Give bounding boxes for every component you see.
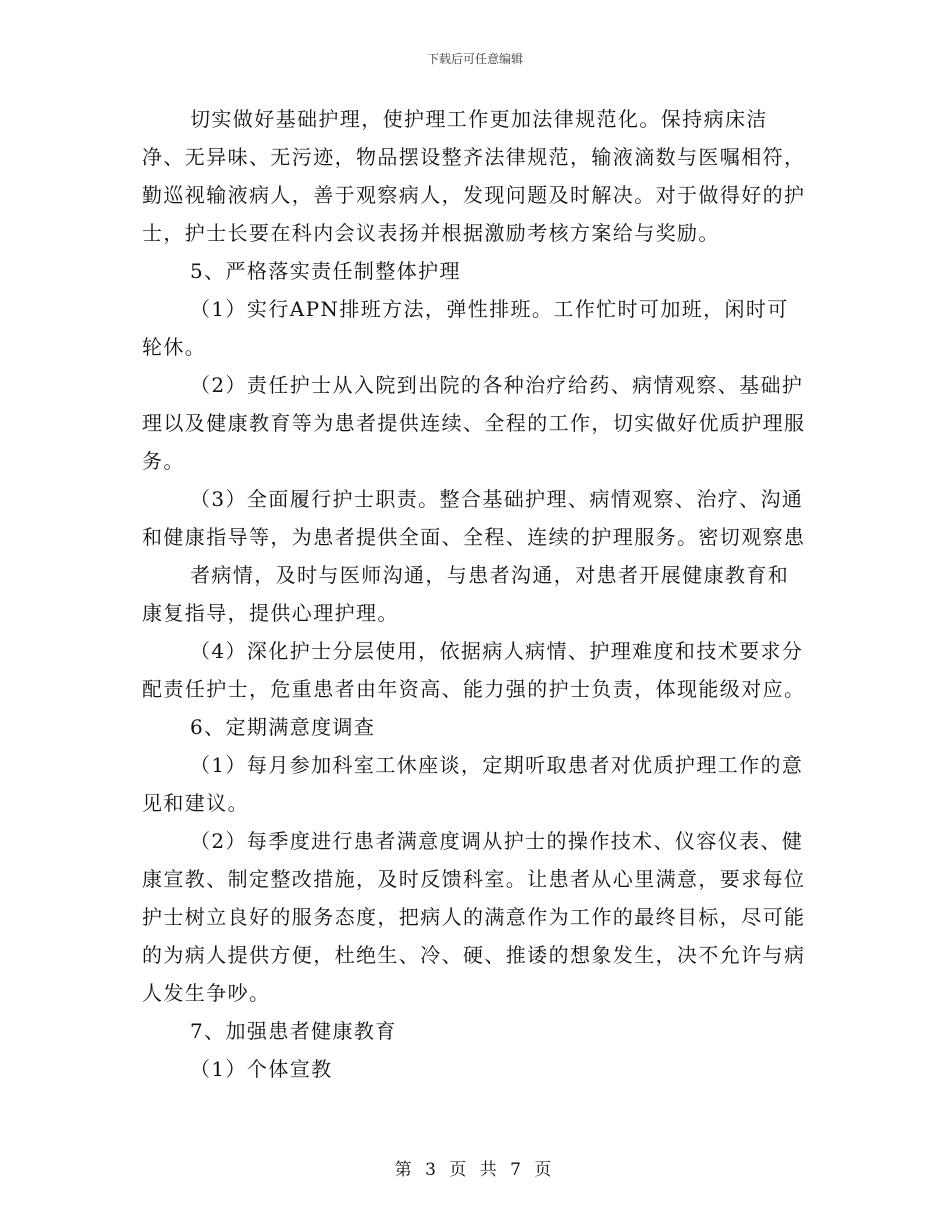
list-item-6-1: （1）每月参加科室工休座谈，定期听取患者对优质护理工作的意见和建议。 bbox=[142, 753, 804, 815]
heading-section-7: 7、加强患者健康教育 bbox=[190, 1019, 397, 1043]
list-item-6-2: （2）每季度进行患者满意度调从护士的操作技术、仪容仪表、健康宣教、制定整改措施，及时反馈科室。让患者从心里满意，要求每位护士树立良好的服务态度，把病人的满意作为工作的最终目标，尽可能的为病人提供方便，杜绝生、冷、硬、推诿的想象发生，决不允许与病人发生争吵。 bbox=[142, 829, 806, 1005]
page-header: 下载后可任意编辑 bbox=[426, 52, 523, 66]
list-item-5-1: （1）实行APN排班方法，弹性排班。工作忙时可加班，闲时可轮休。 bbox=[142, 297, 789, 359]
heading-section-6: 6、定期满意度调查 bbox=[190, 715, 376, 739]
list-item-7-1: （1）个体宣教 bbox=[190, 1057, 333, 1081]
list-item-5-4: （4）深化护士分层使用，依据病人病情、护理难度和技术要求分配责任护士，危重患者由年资高、能力强的护士负责，体现能级对应。 bbox=[142, 639, 806, 701]
paragraph-continuation: 者病情，及时与医师沟通，与患者沟通，对患者开展健康教育和康复指导，提供心理护理。 bbox=[142, 563, 790, 625]
paragraph-basic-care: 切实做好基础护理，使护理工作更加法律规范化。保持病床洁净、无异味、无污迹，物品摆设整齐法律规范，输液滴数与医嘱相符，勤巡视输液病人，善于观察病人，发现问题及时解决。对于做得好的护士，护士长要在科内会议表扬并根据激励考核方案给与奖励。 bbox=[142, 107, 806, 245]
list-item-5-3: （3）全面履行护士职责。整合基础护理、病情观察、治疗、沟通和健康指导等，为患者提供全面、全程、连续的护理服务。密切观察患 bbox=[142, 487, 806, 549]
page-footer: 第 3 页 共 7 页 bbox=[394, 1160, 556, 1180]
list-item-5-2: （2）责任护士从入院到出院的各种治疗给药、病情观察、基础护理以及健康教育等为患者提供连续、全程的工作，切实做好优质护理服务。 bbox=[142, 373, 806, 473]
heading-section-5: 5、严格落实责任制整体护理 bbox=[190, 259, 461, 283]
document-body bbox=[142, 100, 810, 1088]
